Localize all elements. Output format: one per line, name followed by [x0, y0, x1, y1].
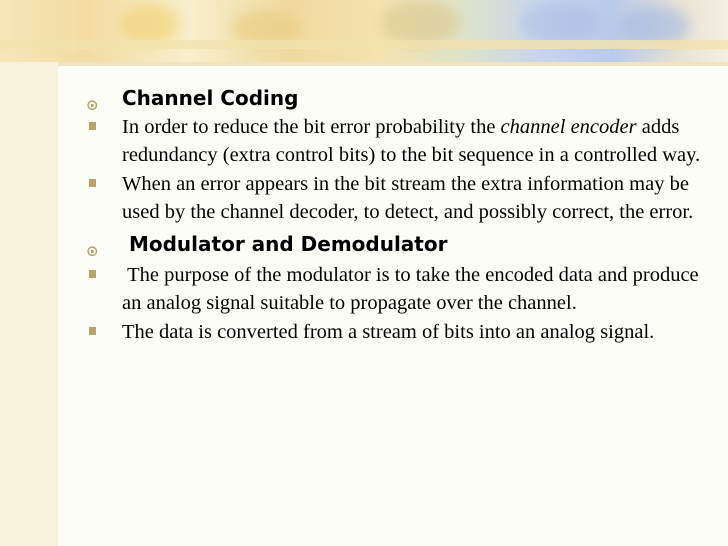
circle-bullet-icon: ⊙ — [86, 242, 99, 260]
heading-modulator — [86, 232, 706, 260]
banner-divider — [22, 62, 728, 66]
bullet-text: The purpose of the modulator is to take the encoded data and produce an analog signal suitable to propagate over the channel. — [122, 264, 704, 314]
italic-term: channel encoder — [500, 116, 637, 138]
square-bullet-icon — [89, 122, 96, 130]
square-bullet-icon — [89, 179, 96, 187]
bullet-text: The data is converted from a stream of bits into an analog signal. — [122, 321, 655, 343]
flower-decoration — [520, 2, 600, 44]
square-bullet-icon — [89, 270, 96, 278]
sidebar-panel — [0, 62, 58, 546]
bullet-text: adds redundancy (extra control bits) to the bit sequence in a controlled way. — [122, 116, 701, 166]
heading-text: Channel Coding — [122, 86, 299, 110]
slide-content — [86, 86, 706, 349]
bullet-item — [86, 262, 706, 317]
bullet-item — [86, 114, 706, 169]
banner-stripe — [0, 40, 728, 49]
bullet-text: In order to reduce the bit error probability the — [122, 116, 501, 138]
heading-channel-coding — [86, 86, 706, 114]
square-bullet-icon — [89, 327, 96, 335]
leaf-decoration — [120, 4, 180, 44]
circle-bullet-icon: ⊙ — [86, 96, 99, 114]
decorative-banner — [0, 0, 728, 62]
bullet-text: When an error appears in the bit stream the extra information may be used by the channel decoder, to detect, and possibly correct, the error. — [122, 173, 694, 223]
bullet-item — [86, 171, 706, 226]
bullet-item — [86, 319, 706, 347]
heading-text: Modulator and Demodulator — [122, 232, 448, 256]
